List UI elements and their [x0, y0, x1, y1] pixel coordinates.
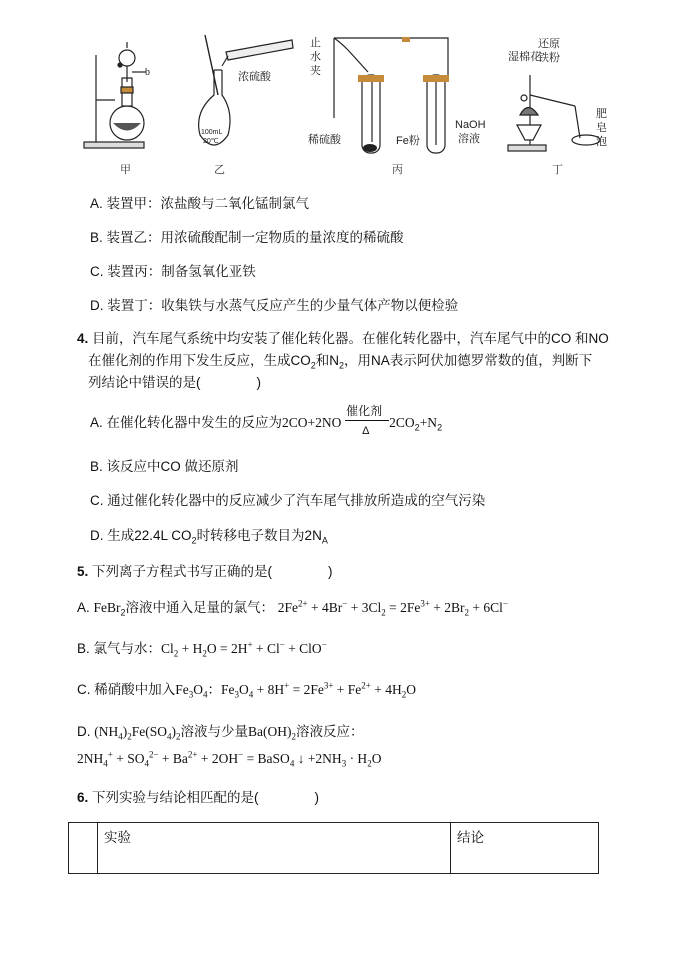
q4-option-d[interactable]: D. 生成22.4L $CO_2$时转移电子数目为$2N_A$	[90, 528, 328, 546]
apparatus-ding	[508, 75, 600, 151]
q5-stem-b: )	[328, 564, 333, 579]
q4-line-2b: 和N	[315, 353, 340, 368]
q5-option-d-equation: $2NH_4^+ + SO_4^{2-} + Ba^{2+} + 2OH^-$ = BaSO$_4$ ↓ $+2NH_3 \cdot H_2O$	[77, 749, 382, 769]
q5-option-d-mid: 溶液与少量	[180, 724, 249, 739]
q3-option-a[interactable]: A. 装置甲：浓盐酸与二氧化锰制氯气	[90, 196, 310, 211]
table-row	[69, 823, 599, 874]
q5-option-c-equation: $Fe_3O_4 + 8H^+ = 2Fe^{3+} + Fe^{2+} + 4H_2O$	[221, 680, 416, 700]
caption-yi: 乙	[214, 164, 225, 176]
table-header-cell	[69, 823, 98, 874]
label-stop-clamp-1: 止	[310, 37, 321, 49]
label-flask-temp: 20℃	[203, 138, 219, 145]
catalyst-label: 催化剂	[346, 404, 383, 418]
q4-option-a[interactable]: A. 在催化转化器中发生的反应为2CO+2NO 催化剂 Δ $2CO_2+N_2$	[90, 414, 442, 432]
q5-option-a-equation: $2Fe^{2+} + 4Br^- + 3Cl_2 = 2Fe^{3+} + 2Br_2 + 6Cl^-$	[277, 598, 508, 618]
q5-option-a-text: 溶液中通入足量的氯气：	[125, 600, 275, 615]
label-reduced-1: 还原	[538, 38, 560, 50]
q4-line-3b: )	[256, 375, 261, 390]
q5-option-d-prefix: D.	[77, 724, 95, 739]
label-soap-3: 泡	[596, 136, 607, 148]
label-stop-clamp-2: 水	[310, 51, 321, 63]
q4-option-b[interactable]: B. 该反应中CO 做还原剂	[90, 459, 239, 474]
q5-option-c-prefix: C. 稀硝酸中加入	[77, 682, 176, 697]
q4-line-2c: ，用NA表示阿伏加德罗常数的值，判断下	[344, 353, 593, 368]
table-header-conclusion: 结论	[451, 823, 599, 874]
q5-option-a-prefix: A.	[77, 600, 94, 615]
label-naoh-2: 溶液	[458, 133, 480, 145]
q4-line-2a: 在催化剂的作用下发生反应，生成CO	[88, 353, 311, 368]
q4-option-d-a: D. 生成22.4L CO	[90, 528, 192, 543]
q4-line-3a: 列结论中错误的是(	[88, 375, 201, 390]
label-flask-volume: 100mL	[201, 129, 223, 136]
label-soap-2: 皂	[596, 122, 607, 134]
q3-option-d[interactable]: D. 装置丁：收集铁与水蒸气反应产生的少量气体产物以便检验	[90, 298, 459, 313]
table-header-experiment: 实验	[98, 823, 451, 874]
q6-stem-b: )	[314, 790, 320, 805]
question-5-number: 5.	[77, 564, 89, 579]
q6-table	[68, 822, 599, 874]
q4-equation-left: 2CO+2NO	[282, 415, 342, 430]
q5-option-b-equation: $Cl_2 + H_2O = 2H^+ + Cl^- + ClO^-$	[161, 639, 327, 659]
q4-equation-right-2: +N	[419, 415, 438, 430]
delta-label: Δ	[362, 425, 370, 437]
label-wet-cotton: 湿棉花	[508, 51, 541, 63]
question-4-number: 4.	[77, 331, 89, 346]
apparatus-figure	[0, 0, 688, 180]
q4-option-d-b: 时转移电子数目为2N	[196, 528, 322, 543]
q3-option-c[interactable]: C. 装置丙：制备氢氧化亚铁	[90, 264, 256, 279]
q5-option-d-end: 溶液反应：	[296, 724, 364, 739]
q5-option-b[interactable]	[77, 640, 327, 658]
label-conc-sulfuric: 浓硫酸	[238, 71, 271, 83]
question-4-stem: 4. 目前，汽车尾气系统中均安装了催化转化器。在催化转化器中，汽车尾气中的CO 和NO 在催化剂的作用下发生反应，生成$CO_2$和$N_2$，用NA表示阿伏加德罗常数的值，判断下 列结论中错误的是( )	[77, 331, 609, 390]
question-6-number: 6.	[77, 790, 89, 805]
q5-option-a-salt: FeBr	[93, 600, 121, 615]
question-5-stem	[77, 561, 333, 583]
q4-option-d-sub: A	[321, 535, 328, 546]
label-reduced-2: 铁粉	[538, 52, 560, 64]
label-naoh-1: NaOH	[455, 119, 486, 131]
caption-bing: 丙	[392, 164, 403, 176]
q5-option-d-salt: $(NH_4)_2Fe(SO_4)_2$	[94, 724, 181, 742]
label-stop-clamp-3: 夹	[310, 65, 321, 77]
label-dilute-sulfuric: 稀硫酸	[308, 134, 341, 146]
q5-option-c-reagent: $Fe_3O_4$	[175, 682, 208, 700]
q4-line-1: 目前，汽车尾气系统中均安装了催化转化器。在催化转化器中，汽车尾气中的CO 和NO	[92, 331, 609, 346]
question-6-stem	[77, 787, 319, 809]
q6-stem-a: 下列实验与结论相匹配的是(	[92, 790, 259, 805]
caption-ding: 丁	[552, 164, 563, 176]
apparatus-jia	[84, 42, 146, 148]
caption-jia: 甲	[120, 164, 131, 176]
q5-option-b-prefix: B. 氯气与水：	[77, 641, 162, 656]
q5-option-d-base: $Ba(OH)_2$	[248, 724, 297, 742]
q3-option-b[interactable]: B. 装置乙：用浓硫酸配制一定物质的量浓度的稀硫酸	[90, 230, 404, 245]
label-b: b	[145, 67, 150, 78]
q5-option-d[interactable]	[77, 723, 364, 741]
apparatus-bing	[334, 37, 449, 153]
label-soap-1: 肥	[596, 108, 607, 120]
q4-option-a-prefix: A. 在催化转化器中发生的反应为	[90, 415, 283, 430]
label-fe-powder: Fe粉	[396, 135, 420, 147]
q4-equation-right-1: 2CO	[389, 415, 415, 430]
q5-option-a[interactable]: A. FeBr$_2$溶液中通入足量的氯气： $2Fe^{2+} + 4Br^- + 3Cl_2 = 2Fe^{3+} + 2Br_2 + 6Cl^-$	[77, 598, 508, 618]
q4-option-c[interactable]: C. 通过催化转化器中的反应减少了汽车尾气排放所造成的空气污染	[90, 493, 486, 508]
q5-stem-a: 下列离子方程式书写正确的是(	[92, 564, 273, 579]
q5-option-c[interactable]: C. 稀硝酸中加入$Fe_3O_4$：$Fe_3O_4 + 8H^+ = 2Fe^{3+} + Fe^{2+} + 4H_2O$	[77, 680, 416, 700]
